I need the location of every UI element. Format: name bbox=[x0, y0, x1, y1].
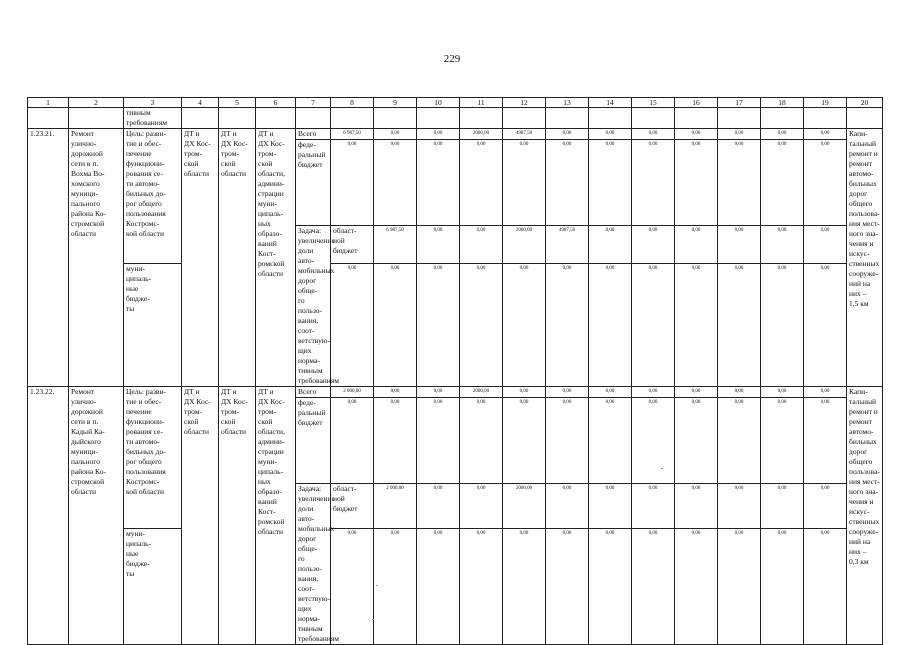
scan-speck bbox=[661, 468, 663, 469]
funding-value: 0,00 bbox=[374, 528, 417, 644]
funding-value: 0,00 bbox=[632, 387, 675, 398]
measure-task: Задача: увеличение доли авто- мобильных дорог обще- го пользо- вания, соот- ветствую- щих норма- тивным требованиям bbox=[296, 226, 331, 387]
funding-value: 0,00 bbox=[417, 398, 460, 484]
funding-value: 0,00 bbox=[589, 528, 632, 644]
funding-value: 0,00 bbox=[331, 528, 374, 644]
funding-source: област- ной бюджет bbox=[331, 226, 374, 264]
funding-value: 0,00 bbox=[632, 226, 675, 264]
funding-value: 0,00 bbox=[761, 387, 804, 398]
expected-result: Капи- тальный ремонт и ремонт автомо- бильных дорог общего пользова- ния мест- ного зна- чения и искус- ственных сооруже- ний на них – 1,5 км bbox=[847, 129, 883, 387]
funding-value: 0,00 bbox=[331, 398, 374, 484]
funding-value: 0,00 bbox=[503, 528, 546, 644]
funding-value: 0,00 bbox=[804, 484, 847, 529]
funding-value: 2000,00 bbox=[460, 129, 503, 140]
funding-value: 0,00 bbox=[632, 140, 675, 226]
funding-value: 0,00 bbox=[804, 264, 847, 387]
funding-value: 0,00 bbox=[675, 528, 718, 644]
responsible-executor: ДТ и ДХ Кос- тром- ской области bbox=[182, 129, 219, 387]
measure-name: Ремонт улично- дорожной сети в п. Кадый Ка- дыйского муници- пального района Ко- стромской области bbox=[69, 387, 124, 645]
column-header: 7 bbox=[296, 98, 331, 108]
funding-value: 0,00 bbox=[761, 226, 804, 264]
funding-value: 0,00 bbox=[761, 484, 804, 529]
participants: ДТ и ДХ Кос- тром- ской области, админи- страции муни- ципаль- ных образо- ваний Кост- ромской области bbox=[256, 129, 296, 387]
funding-value: 0,00 bbox=[417, 528, 460, 644]
measure-number: 1.23.22. bbox=[28, 387, 69, 645]
funding-row bbox=[28, 129, 883, 140]
funding-source: феде- ральный бюджет bbox=[296, 140, 331, 226]
funding-row bbox=[28, 264, 883, 387]
funding-value: 0,00 bbox=[718, 264, 761, 387]
funding-value: 0,00 bbox=[374, 264, 417, 387]
column-header: 10 bbox=[417, 98, 460, 108]
column-header: 4 bbox=[182, 98, 219, 108]
funding-value: 0,00 bbox=[546, 129, 589, 140]
funding-value: 0,00 bbox=[331, 264, 374, 387]
funding-value: 0,00 bbox=[718, 129, 761, 140]
column-header: 16 bbox=[675, 98, 718, 108]
funding-value: 0,00 bbox=[503, 264, 546, 387]
continuation-row bbox=[28, 108, 883, 129]
funding-value: 0,00 bbox=[761, 398, 804, 484]
funding-value: 2000,00 bbox=[460, 387, 503, 398]
funding-value: 0,00 bbox=[718, 226, 761, 264]
funding-value: 0,00 bbox=[632, 264, 675, 387]
funding-value: 2 000,00 bbox=[374, 484, 417, 529]
funding-value: 0,00 bbox=[460, 528, 503, 644]
funding-value: 0,00 bbox=[503, 140, 546, 226]
column-header: 18 bbox=[761, 98, 804, 108]
funding-value: 0,00 bbox=[675, 129, 718, 140]
funding-value: 0,00 bbox=[374, 129, 417, 140]
funding-value: 0,00 bbox=[374, 140, 417, 226]
responsible-executor: ДТ и ДХ Кос- тром- ской области bbox=[182, 387, 219, 645]
funding-value: 0,00 bbox=[546, 484, 589, 529]
funding-value: 0,00 bbox=[417, 129, 460, 140]
funding-value: 0,00 bbox=[675, 226, 718, 264]
funding-value: 0,00 bbox=[460, 264, 503, 387]
funding-value: 0,00 bbox=[675, 484, 718, 529]
state-customer: ДТ и ДХ Кос- тром- ской области bbox=[219, 129, 256, 387]
funding-value: 0,00 bbox=[804, 226, 847, 264]
funding-source: муни- ципаль- ные бюдже- ты bbox=[124, 264, 182, 387]
continuation-text: тивным требованиям bbox=[124, 108, 182, 129]
funding-value: 0,00 bbox=[675, 264, 718, 387]
column-header: 3 bbox=[124, 98, 182, 108]
measure-goal: Цель: разви- тие и обес- печение функциони- рования се- ти автомо- бильных до- рог общего пользования Костромс- кой области bbox=[124, 387, 182, 529]
funding-value: 0,00 bbox=[503, 398, 546, 484]
funding-value: 0,00 bbox=[460, 226, 503, 264]
column-header: 8 bbox=[331, 98, 374, 108]
column-header: 15 bbox=[632, 98, 675, 108]
column-header: 5 bbox=[219, 98, 256, 108]
funding-value: 0,00 bbox=[503, 387, 546, 398]
measure-number: 1.23.21. bbox=[28, 129, 69, 387]
funding-value: 0,00 bbox=[718, 398, 761, 484]
scan-speck bbox=[376, 585, 378, 586]
funding-source: Всего bbox=[296, 387, 331, 398]
funding-value: 0,00 bbox=[546, 398, 589, 484]
column-header: 12 bbox=[503, 98, 546, 108]
funding-value: 0,00 bbox=[632, 398, 675, 484]
funding-value: 0,00 bbox=[761, 140, 804, 226]
funding-value: 0,00 bbox=[632, 129, 675, 140]
funding-value: 6 987,50 bbox=[374, 226, 417, 264]
funding-value: 4987,50 bbox=[546, 226, 589, 264]
funding-value: 0,00 bbox=[417, 140, 460, 226]
column-header: 20 bbox=[847, 98, 883, 108]
funding-value: 0,00 bbox=[718, 140, 761, 226]
funding-value: 6 987,50 bbox=[331, 129, 374, 140]
funding-value: 0,00 bbox=[804, 140, 847, 226]
page-number: 229 bbox=[443, 53, 461, 65]
funding-value: 0,00 bbox=[460, 398, 503, 484]
header-row bbox=[28, 98, 883, 108]
column-header: 6 bbox=[256, 98, 296, 108]
funding-value: 0,00 bbox=[589, 129, 632, 140]
funding-value: 0,00 bbox=[718, 528, 761, 644]
measure-task: Задача: увеличение доли авто- мобильных дорог обще- го пользо- вания, соот- ветствую- щих норма- тивным требованиям bbox=[296, 484, 331, 645]
state-customer: ДТ и ДХ Кос- тром- ской области bbox=[219, 387, 256, 645]
funding-value: 0,00 bbox=[804, 387, 847, 398]
column-header: 13 bbox=[546, 98, 589, 108]
funding-value: 0,00 bbox=[718, 484, 761, 529]
funding-value: 0,00 bbox=[675, 387, 718, 398]
column-header: 2 bbox=[69, 98, 124, 108]
expected-result: Капи- тальный ремонт и ремонт автомо- бильных дорог общего пользова- ния мест- ного зна- чения и искус- ственных сооруже- ний на них – 0,3 км bbox=[847, 387, 883, 645]
funding-value: 0,00 bbox=[546, 140, 589, 226]
funding-value: 0,00 bbox=[761, 264, 804, 387]
funding-value: 0,00 bbox=[804, 129, 847, 140]
measure-goal: Цель: разви- тие и обес- печение функциони- рования се- ти автомо- бильных до- рог общего пользования Костромс- кой области bbox=[124, 129, 182, 264]
funding-source: феде- ральный бюджет bbox=[296, 398, 331, 484]
funding-value: 0,00 bbox=[460, 484, 503, 529]
funding-value: 0,00 bbox=[589, 398, 632, 484]
budget-table bbox=[27, 97, 883, 645]
funding-value: 0,00 bbox=[804, 528, 847, 644]
funding-value: 0,00 bbox=[546, 387, 589, 398]
funding-value: 0,00 bbox=[589, 387, 632, 398]
funding-source: муни- ципаль- ные бюдже- ты bbox=[124, 528, 182, 644]
column-header: 9 bbox=[374, 98, 417, 108]
funding-value: 0,00 bbox=[546, 264, 589, 387]
funding-value: 0,00 bbox=[417, 264, 460, 387]
funding-source: Всего bbox=[296, 129, 331, 140]
funding-value: 0,00 bbox=[589, 226, 632, 264]
funding-value: 0,00 bbox=[546, 528, 589, 644]
column-header: 14 bbox=[589, 98, 632, 108]
funding-value: 0,00 bbox=[374, 398, 417, 484]
funding-value: 0,00 bbox=[804, 398, 847, 484]
participants: ДТ и ДХ Кос- тром- ской области, админи- страции муни- ципаль- ных образо- ваний Кост- ромской области bbox=[256, 387, 296, 645]
funding-value: 0,00 bbox=[589, 264, 632, 387]
funding-value: 0,00 bbox=[632, 528, 675, 644]
funding-row bbox=[28, 528, 883, 644]
funding-value: 2 000,00 bbox=[331, 387, 374, 398]
funding-value: 2000,00 bbox=[503, 226, 546, 264]
funding-source: област- ной бюджет bbox=[331, 484, 374, 529]
funding-value: 0,00 bbox=[675, 398, 718, 484]
funding-value: 0,00 bbox=[417, 484, 460, 529]
funding-value: 0,00 bbox=[675, 140, 718, 226]
funding-value: 0,00 bbox=[417, 226, 460, 264]
funding-value: 0,00 bbox=[331, 140, 374, 226]
funding-value: 0,00 bbox=[761, 129, 804, 140]
funding-value: 0,00 bbox=[761, 528, 804, 644]
funding-value: 0,00 bbox=[460, 140, 503, 226]
column-header: 19 bbox=[804, 98, 847, 108]
column-header: 11 bbox=[460, 98, 503, 108]
funding-value: 0,00 bbox=[718, 387, 761, 398]
scan-speck bbox=[372, 619, 374, 620]
funding-value: 0,00 bbox=[374, 387, 417, 398]
column-header: 17 bbox=[718, 98, 761, 108]
column-header: 1 bbox=[28, 98, 69, 108]
funding-value: 0,00 bbox=[632, 484, 675, 529]
funding-value: 0,00 bbox=[417, 387, 460, 398]
funding-row bbox=[28, 387, 883, 398]
funding-value: 0,00 bbox=[589, 484, 632, 529]
measure-name: Ремонт улично- дорожной сети в п. Вохма Во- хомского муници- пального района Ко- стромской области bbox=[69, 129, 124, 387]
funding-value: 2000,00 bbox=[503, 484, 546, 529]
funding-value: 4987,50 bbox=[503, 129, 546, 140]
funding-value: 0,00 bbox=[589, 140, 632, 226]
